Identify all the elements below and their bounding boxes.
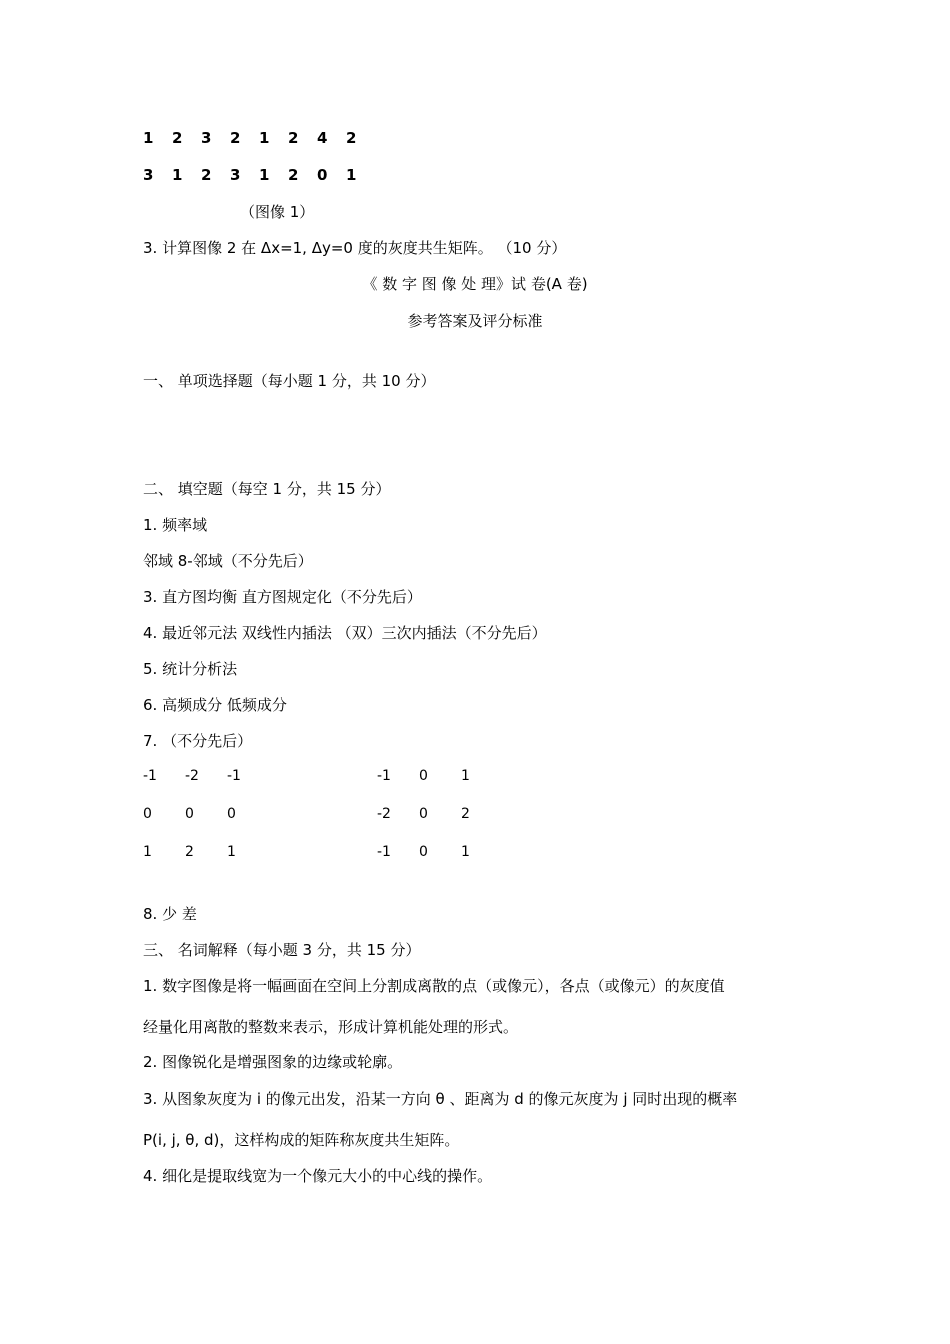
- matrix-cell: 0: [419, 768, 428, 784]
- matrix-cell: 2: [346, 129, 357, 147]
- matrix-cell: 3: [230, 166, 241, 184]
- matrix-cell: -1: [143, 768, 157, 784]
- matrix-cell: 1: [259, 129, 270, 147]
- matrix-cell: -2: [185, 768, 199, 784]
- matrix-cell: 2: [461, 806, 470, 822]
- definition-2: 2. 图像锐化是增强图象的边缘或轮廓。: [143, 1053, 403, 1071]
- image1-row-2: [143, 165, 375, 184]
- fill-answer-7: 7. （不分先后）: [143, 732, 253, 750]
- matrix-cell: 0: [227, 806, 236, 822]
- section-1-heading: 一、 单项选择题（每小题 1 分，共 10 分）: [143, 372, 436, 390]
- matrix-cell: 1: [346, 166, 357, 184]
- image1-caption: （图像 1）: [240, 203, 315, 221]
- matrix-cell: 1: [461, 768, 470, 784]
- matrix-cell: -1: [227, 768, 241, 784]
- matrix-cell: 1: [172, 166, 183, 184]
- fill-answer-5: 5. 统计分析法: [143, 660, 238, 678]
- matrix-cell: 2: [288, 166, 299, 184]
- matrix-cell: 2: [172, 129, 183, 147]
- image1-row-1: [143, 128, 375, 147]
- fill-answer-4: 4. 最近邻元法 双线性内插法 （双）三次内插法（不分先后）: [143, 624, 547, 642]
- matrix-cell: 4: [317, 129, 328, 147]
- matrix-cell: 0: [419, 844, 428, 860]
- matrix-cell: 2: [230, 129, 241, 147]
- matrix-cell: 0: [185, 806, 194, 822]
- matrix-cell: 1: [143, 844, 152, 860]
- fill-answer-1: 1. 频率域: [143, 516, 208, 534]
- matrix-cell: 0: [143, 806, 152, 822]
- fill-answer-3: 3. 直方图均衡 直方图规定化（不分先后）: [143, 588, 422, 606]
- matrix-cell: 3: [143, 166, 154, 184]
- definition-3-line-2: P(i, j, θ, d)，这样构成的矩阵称灰度共生矩阵。: [143, 1131, 460, 1149]
- matrix-cell: 2: [288, 129, 299, 147]
- matrix-cell: -1: [377, 768, 391, 784]
- definition-1-line-1: 1. 数字图像是将一幅画面在空间上分割成离散的点（或像元），各点（或像元）的灰度值: [143, 977, 725, 995]
- definition-3-line-1: 3. 从图象灰度为 i 的像元出发，沿某一方向 θ 、距离为 d 的像元灰度为 j 同时出现的概率: [143, 1090, 738, 1108]
- question-3: 3. 计算图像 2 在 Δx=1, Δy=0 度的灰度共生矩阵。 （10 分）: [143, 239, 567, 257]
- section-2-heading: 二、 填空题（每空 1 分，共 15 分）: [143, 480, 391, 498]
- exam-title: 《 数 字 图 像 处 理》试 卷(A 卷): [362, 275, 588, 293]
- matrix-cell: 2: [201, 166, 212, 184]
- matrix-cell: 2: [185, 844, 194, 860]
- matrix-cell: 3: [201, 129, 212, 147]
- matrix-cell: 1: [227, 844, 236, 860]
- fill-answer-8: 8. 少 差: [143, 905, 197, 923]
- fill-answer-2: 邻域 8-邻域（不分先后）: [143, 552, 313, 570]
- matrix-cell: 1: [143, 129, 154, 147]
- definition-1-line-2: 经量化用离散的整数来表示，形成计算机能处理的形式。: [143, 1018, 519, 1036]
- definition-4: 4. 细化是提取线宽为一个像元大小的中心线的操作。: [143, 1167, 493, 1185]
- matrix-cell: 1: [259, 166, 270, 184]
- matrix-cell: -1: [377, 844, 391, 860]
- answer-subtitle: 参考答案及评分标准: [407, 312, 543, 330]
- section-3-heading: 三、 名词解释（每小题 3 分，共 15 分）: [143, 941, 421, 959]
- matrix-cell: 1: [461, 844, 470, 860]
- fill-answer-6: 6. 高频成分 低频成分: [143, 696, 287, 714]
- matrix-cell: 0: [317, 166, 328, 184]
- matrix-cell: -2: [377, 806, 391, 822]
- matrix-cell: 0: [419, 806, 428, 822]
